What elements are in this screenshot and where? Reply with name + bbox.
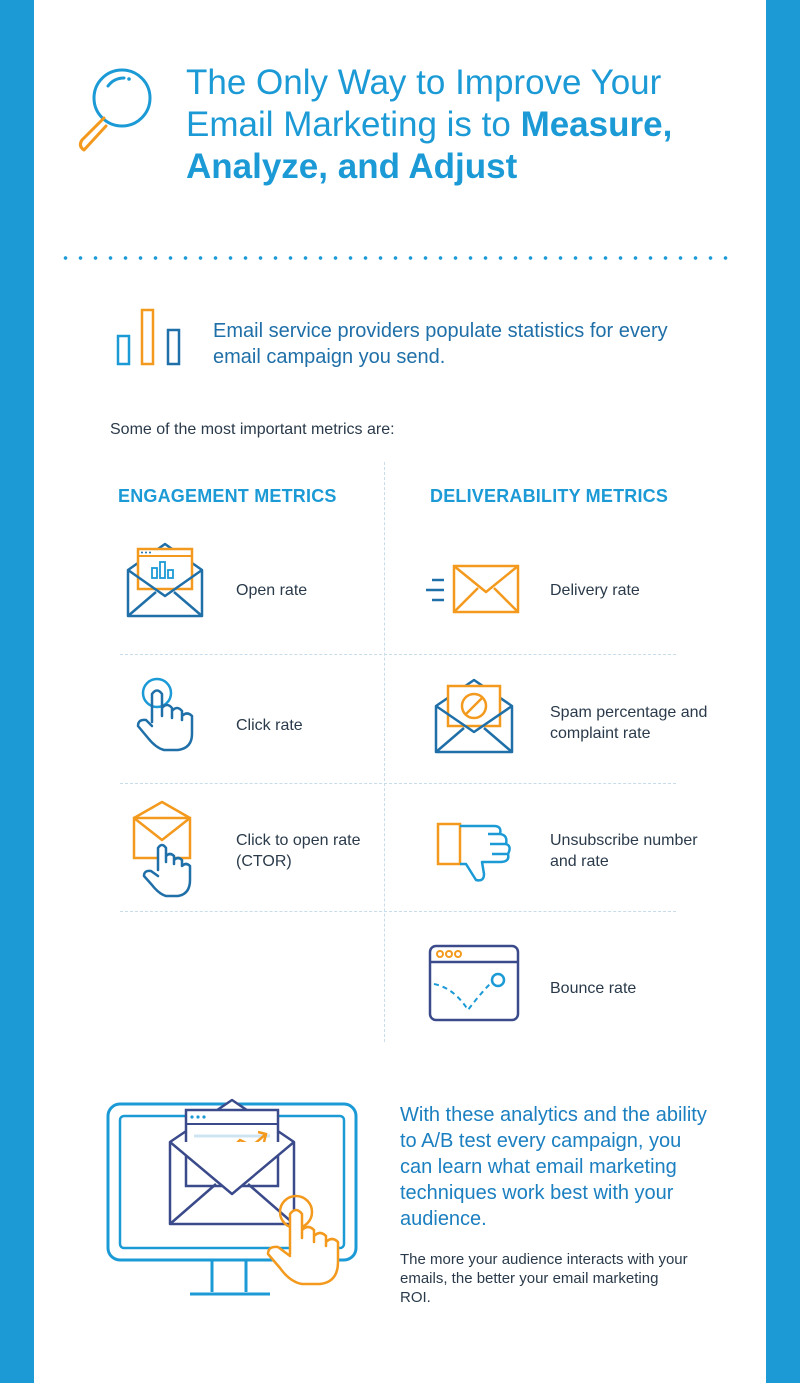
page-title (186, 62, 746, 188)
title-regular: The Only Way to Improve Your Email Marketing is to (186, 63, 662, 144)
title-bold: Measure, Analyze, and Adjust (186, 105, 673, 186)
row-divider (120, 783, 676, 784)
ctor-label: Click to open rate (CTOR) (236, 832, 361, 870)
closing-secondary-text: The more your audience interacts with your emails, the better your email marketing ROI. (400, 1251, 688, 1306)
unsubscribe-label: Unsubscribe number and rate (550, 832, 698, 870)
click-rate-label: Click rate (236, 717, 303, 734)
blocked-envelope-icon (434, 676, 514, 756)
row-divider (120, 654, 676, 655)
engagement-heading: ENGAGEMENT METRICS (118, 486, 337, 506)
moving-envelope-icon (426, 560, 526, 620)
open-envelope-chart-icon (126, 540, 204, 620)
thumbs-down-icon (436, 818, 516, 884)
column-divider (384, 462, 385, 1042)
row-divider (120, 911, 676, 912)
magnifier-icon (74, 64, 164, 154)
bounce-rate-label: Bounce rate (550, 980, 637, 997)
dotted-divider (58, 256, 738, 260)
infographic-page (34, 0, 766, 1383)
envelope-hand-icon (132, 800, 202, 900)
closing-main-text: With these analytics and the ability to A/B test every campaign, you can learn what email marketing techniques work best with your audience. (400, 1104, 707, 1230)
monitor-email-icon (106, 1096, 366, 1302)
deliverability-heading: DELIVERABILITY METRICS (430, 486, 669, 506)
metrics-intro: Some of the most important metrics are: (110, 421, 395, 438)
spam-label: Spam percentage and complaint rate (550, 704, 708, 742)
bar-chart-icon (116, 308, 186, 368)
delivery-rate-label: Delivery rate (550, 582, 640, 599)
pointer-hand-icon (132, 676, 202, 754)
bounce-window-icon (428, 944, 520, 1024)
open-rate-label: Open rate (236, 582, 308, 599)
intro-text: Email service providers populate statistics for every email campaign you send. (213, 320, 668, 368)
